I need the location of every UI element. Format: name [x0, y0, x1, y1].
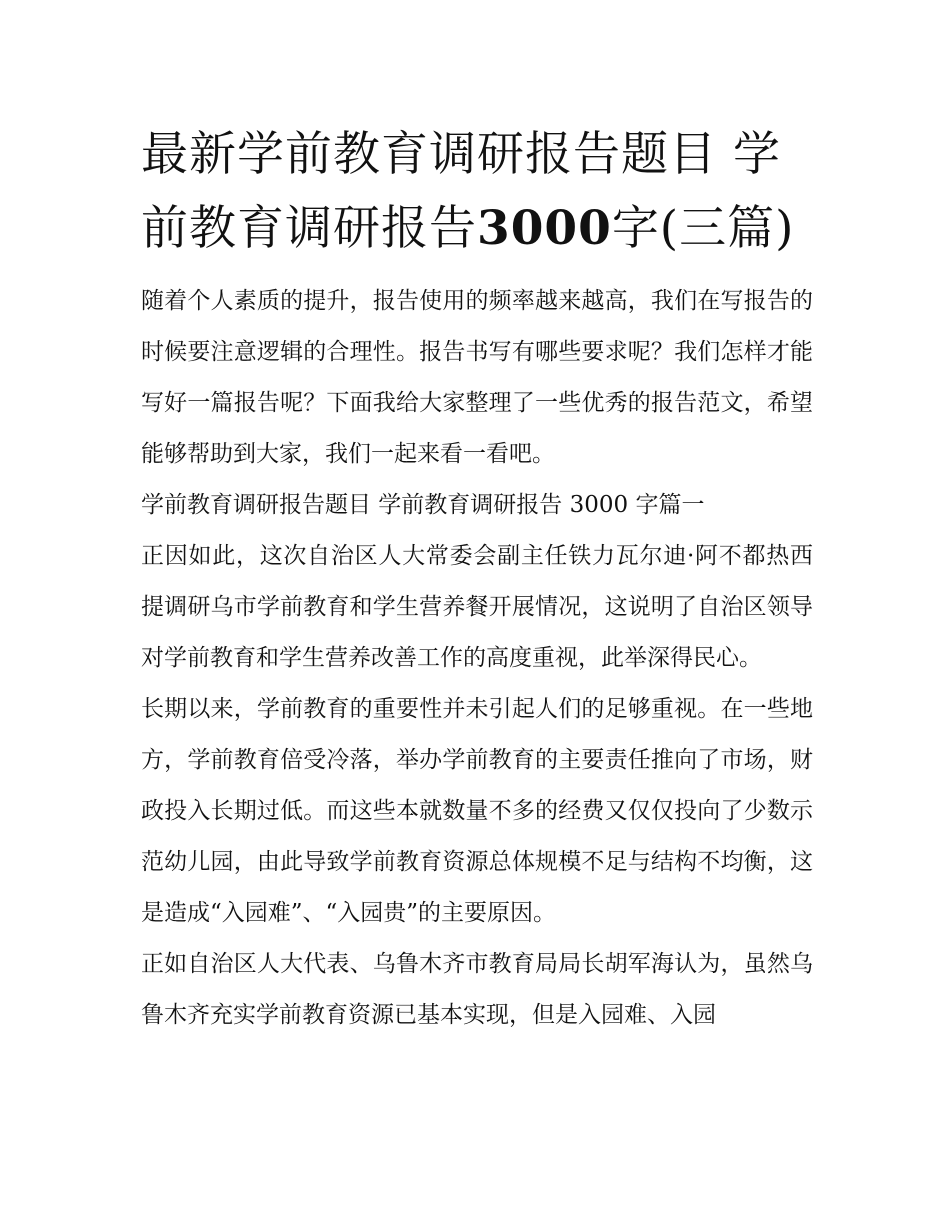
body-paragraph: 长期以来，学前教育的重要性并未引起人们的足够重视。在一些地方，学前教育倍受冷落，举办学前教育的主要责任推向了市场，财政投入长期过低。而这些本就数量不多的经费又仅仅投向了少数示范幼儿园，由此导致学前教育资源总体规模不足与结构不均衡，这是造成“入园难”、“入园贵”的主要原因。: [141, 696, 813, 926]
body-paragraph: 正因如此，这次自治区人大常委会副主任铁力瓦尔迪·阿不都热西提调研乌市学前教育和学生营养餐开展情况，这说明了自治区领导对学前教育和学生营养改善工作的高度重视，此举深得民心。: [141, 543, 813, 671]
document-content: [141, 118, 813, 1041]
title-text-part2: 字(三篇): [611, 201, 795, 256]
title-text-part1: 最新学前教育调研报告题目 学前教育调研报告: [141, 127, 781, 256]
title-number: 3000: [477, 201, 612, 256]
body-paragraph: 正如自治区人大代表、乌鲁木齐市教育局局长胡军海认为，虽然乌鲁木齐充实学前教育资源已基本实现，但是入园难、入园: [141, 951, 813, 1028]
section-heading: 学前教育调研报告题目 学前教育调研报告 3000 字篇一: [141, 492, 705, 518]
intro-paragraph: 随着个人素质的提升，报告使用的频率越来越高，我们在写报告的时候要注意逻辑的合理性。报告书写有哪些要求呢？我们怎样才能写好一篇报告呢？下面我给大家整理了一些优秀的报告范文，希望能够帮助到大家，我们一起来看一看吧。: [141, 288, 813, 467]
document-body: [141, 276, 813, 1041]
document-title: [141, 118, 813, 266]
